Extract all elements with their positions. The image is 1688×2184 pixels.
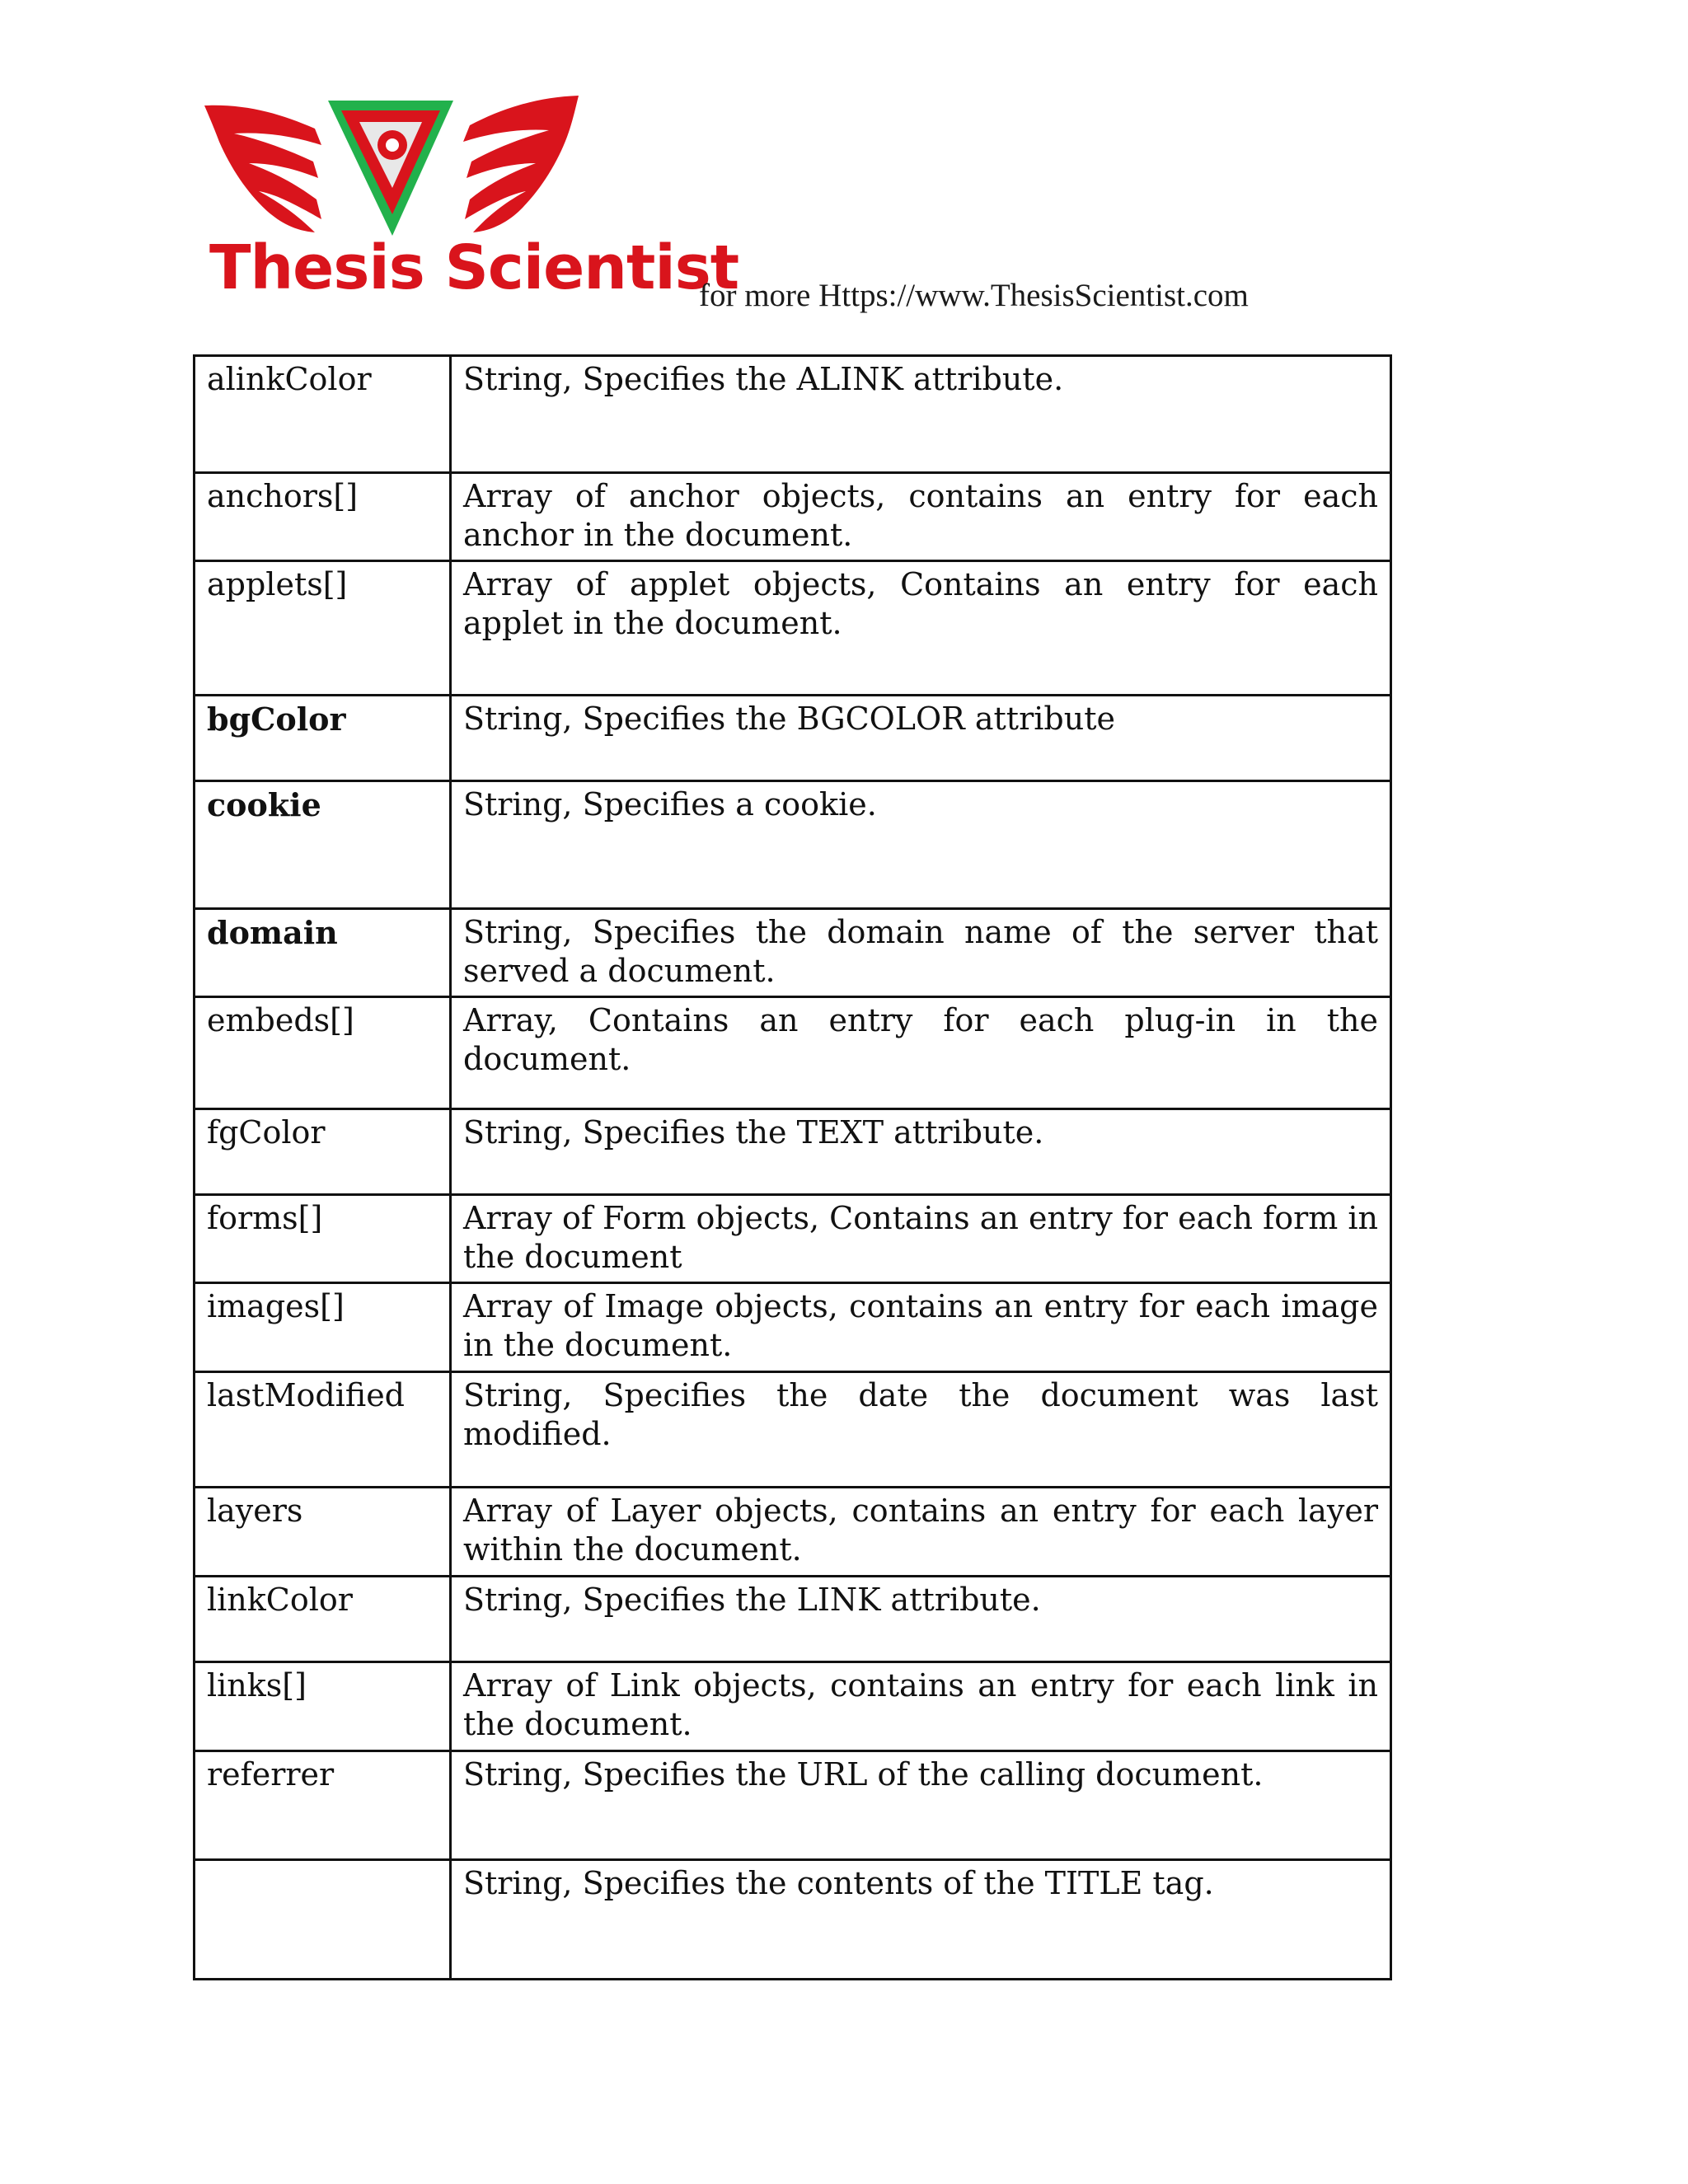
property-description: String, Specifies the date the document was last modified. [451,1372,1391,1488]
property-description: String, Specifies the TEXT attribute. [451,1109,1391,1195]
property-name: embeds[] [195,997,451,1109]
brand-name: Thesis Scientist [209,232,739,303]
property-name: referrer [195,1751,451,1860]
property-description: String, Specifies the LINK attribute. [451,1577,1391,1662]
winged-shield-icon [198,91,585,239]
table-row [195,1372,1391,1488]
property-description: String, Specifies the URL of the calling document. [451,1751,1391,1860]
property-description: String, Specifies the contents of the TITLE tag. [451,1860,1391,1980]
property-name: fgColor [195,1109,451,1195]
table-row [195,1662,1391,1751]
property-name: layers [195,1488,451,1577]
table-row [195,781,1391,909]
property-name: links[] [195,1662,451,1751]
property-name: lastModified [195,1372,451,1488]
property-name: bgColor [195,696,451,781]
property-description: String, Specifies the ALINK attribute. [451,356,1391,473]
table-row [195,561,1391,696]
property-description: String, Specifies a cookie. [451,781,1391,909]
table-row [195,1283,1391,1372]
table-row [195,356,1391,473]
table-row [195,1488,1391,1577]
document-properties-table [193,354,1392,1980]
table-row [195,1751,1391,1860]
property-name: images[] [195,1283,451,1372]
property-description: Array, Contains an entry for each plug-in in the document. [451,997,1391,1109]
property-name: forms[] [195,1195,451,1283]
table-row [195,909,1391,997]
table-row [195,1577,1391,1662]
table-row [195,1195,1391,1283]
property-description: Array of Form objects, Contains an entry for each form in the document [451,1195,1391,1283]
property-description: Array of Link objects, contains an entry for each link in the document. [451,1662,1391,1751]
website-link[interactable]: for more Https://www.ThesisScientist.com [699,278,1249,313]
property-description: String, Specifies the BGCOLOR attribute [451,696,1391,781]
table-row [195,1860,1391,1980]
property-name: anchors[] [195,473,451,561]
table-row [195,473,1391,561]
property-name: linkColor [195,1577,451,1662]
table-row [195,1109,1391,1195]
property-name: alinkColor [195,356,451,473]
property-name: domain [195,909,451,997]
property-description: Array of applet objects, Contains an entry for each applet in the document. [451,561,1391,696]
property-description: String, Specifies the domain name of the server that served a document. [451,909,1391,997]
property-description: Array of Layer objects, contains an entry for each layer within the document. [451,1488,1391,1577]
property-name: applets[] [195,561,451,696]
property-name: cookie [195,781,451,909]
property-description: Array of anchor objects, contains an entry for each anchor in the document. [451,473,1391,561]
property-description: Array of Image objects, contains an entry for each image in the document. [451,1283,1391,1372]
property-name [195,1860,451,1980]
table-row [195,997,1391,1109]
table-row [195,696,1391,781]
